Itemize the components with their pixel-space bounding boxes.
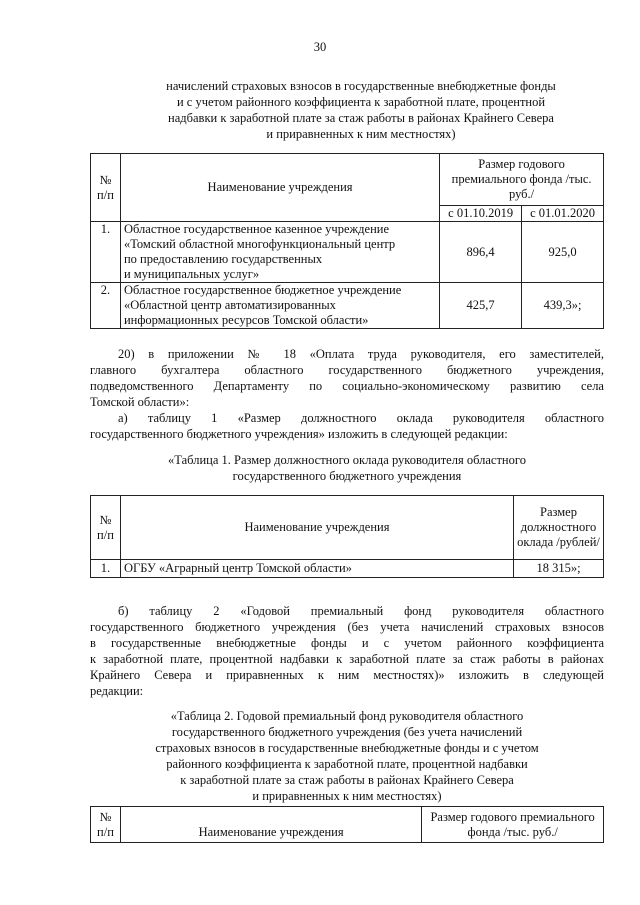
paragraph-a [90, 410, 604, 442]
paragraph-20 [90, 346, 604, 410]
row-value-2019: 896,4 [440, 222, 522, 283]
header-line: начислений страховых взносов в государственные внебюджетные фонды [166, 79, 556, 93]
col-fund-header: Размер годового премиального фонда /тыс. руб./ [440, 154, 604, 206]
paragraph-line: главного бухгалтера областного государственного бюджетного учреждения, [90, 363, 604, 377]
row-name-line: информационных ресурсов Томской области» [123, 313, 369, 327]
title-line: государственного бюджетного учреждения (без учета начислений [171, 725, 523, 739]
paragraph-line: редакции: [90, 684, 144, 698]
col-num-header: № п/п [91, 496, 121, 560]
col-num-header: № п/п [91, 807, 121, 843]
table-row [91, 222, 604, 283]
row-name [120, 283, 439, 329]
paragraph-line: государственного бюджетного учреждения» изложить в следующей редакции: [90, 427, 508, 441]
table-row [91, 560, 604, 578]
header-line: и с учетом районного коэффициента к заработной плате, процентной [176, 95, 546, 109]
title-line: государственного бюджетного учреждения [232, 469, 462, 483]
fund-table-a [90, 153, 604, 329]
title-line: к заработной плате за стаж работы в районах Крайнего Севера [180, 773, 514, 787]
row-value-2020: 439,3»; [522, 283, 604, 329]
paragraph-line: Крайнего Севера и приравненных к ним местностях)» изложить в следующей [90, 668, 604, 682]
paragraph-line: в государственные внебюджетные фонды и с учетом районного коэффициента [90, 636, 604, 650]
row-name-line: «Томский областной многофункциональный центр [123, 237, 396, 251]
header-line: и приравненных к ним местностях) [266, 127, 456, 141]
title-line: районного коэффициента к заработной плате, процентной надбавки [166, 757, 528, 771]
paragraph-line: подведомственного Департаменту по социально-экономическому развитию села [90, 379, 604, 393]
title-line: «Таблица 1. Размер должностного оклада руководителя областного [168, 453, 526, 467]
table1-title [90, 452, 604, 484]
row-num: 2. [91, 283, 121, 329]
col-name-header: Наименование учреждения [120, 807, 421, 843]
row-value-2019: 425,7 [440, 283, 522, 329]
col-date1-header: с 01.10.2019 [440, 206, 522, 222]
header-continuation [118, 78, 604, 142]
salary-table [90, 495, 604, 578]
table2-title [90, 708, 604, 804]
row-num: 1. [91, 560, 121, 578]
row-name-line: по предоставлению государственных [123, 252, 323, 266]
col-fund-header: Размер годового премиального фонда /тыс. руб./ [422, 807, 604, 843]
fund-table-c [90, 806, 604, 843]
title-line: страховых взносов в государственные внебюджетные фонды и с учетом [155, 741, 539, 755]
paragraph-line: государственного бюджетного учреждения (без учета начислений страховых взносов [90, 620, 604, 634]
row-name-line: Областное государственное бюджетное учреждение [123, 283, 402, 297]
row-name-line: и муниципальных услуг» [123, 267, 260, 281]
paragraph-line: Томской области»: [90, 395, 190, 409]
row-value: 18 315»; [514, 560, 604, 578]
paragraph-line: 20) в приложении № 18 «Оплата труда руководителя, его заместителей, [118, 347, 604, 361]
paragraph-line: а) таблицу 1 «Размер должностного оклада руководителя областного [118, 411, 604, 425]
col-name-header: Наименование учреждения [120, 154, 439, 222]
col-num-header: № п/п [91, 154, 121, 222]
paragraph-line: б) таблицу 2 «Годовой премиальный фонд руководителя областного [118, 604, 604, 618]
header-line: надбавки к заработной плате за стаж работы в районах Крайнего Севера [168, 111, 554, 125]
title-line: и приравненных к ним местностях) [252, 789, 442, 803]
col-name-header: Наименование учреждения [120, 496, 513, 560]
paragraph-b [90, 603, 604, 699]
col-date2-header: с 01.01.2020 [522, 206, 604, 222]
row-name [120, 222, 439, 283]
title-line: «Таблица 2. Годовой премиальный фонд руководителя областного [170, 709, 524, 723]
row-num: 1. [91, 222, 121, 283]
row-name-line: «Областной центр автоматизированных [123, 298, 336, 312]
row-name: ОГБУ «Аграрный центр Томской области» [120, 560, 513, 578]
row-value-2020: 925,0 [522, 222, 604, 283]
page-number: 30 [313, 40, 327, 54]
table-row [91, 283, 604, 329]
paragraph-line: к заработной плате, процентной надбавки к заработной плате за стаж работы в районах [90, 652, 604, 666]
row-name-line: Областное государственное казенное учреждение [123, 222, 389, 236]
col-salary-header: Размер должностного оклада /рублей/ [514, 496, 604, 560]
